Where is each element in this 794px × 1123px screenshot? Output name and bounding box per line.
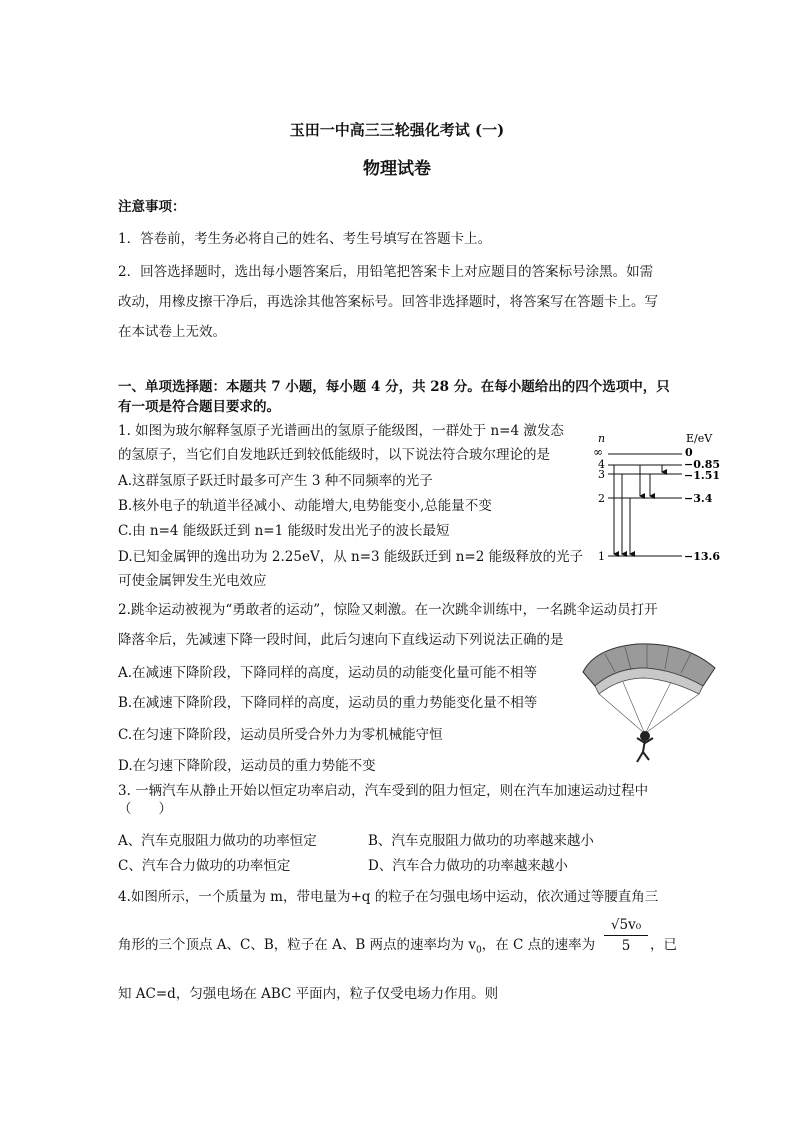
parachute-lines xyxy=(599,682,699,732)
level-n-2: 2 xyxy=(598,492,605,505)
level-e-1: −13.6 xyxy=(684,550,721,563)
skydiver xyxy=(637,732,653,762)
q4-line2-post: ，已 xyxy=(650,937,677,953)
notes-item-2-line-2: 改动，用橡皮擦干净后，再选涂其他答案标号。回答非选择题时，将答案写在答题卡上。写 xyxy=(118,294,658,310)
q1-option-d-line-1: D.已知金属钾的逸出功为 2.25eV，从 n=3 能级跃迁到 n=2 能级释放的光子 xyxy=(118,549,584,565)
page-title: 玉田一中高三三轮强化考试 (一) xyxy=(289,121,505,139)
page-subtitle: 物理试卷 xyxy=(363,159,431,179)
q1-option-b: B.核外电子的轨道半径减小、动能增大,电势能变小,总能量不变 xyxy=(118,498,492,514)
notes-item-2-line-3: 在本试卷上无效。 xyxy=(118,324,226,340)
level-e-4: −0.85 xyxy=(684,458,721,471)
level-e-inf: 0 xyxy=(685,446,693,459)
q4-speed-fraction xyxy=(604,917,648,954)
q1-option-a: A.这群氢原子跃迁时最多可产生 3 种不同频率的光子 xyxy=(118,473,433,489)
level-e-2: −3.4 xyxy=(684,492,713,505)
energy-level-diagram xyxy=(590,428,730,573)
notes-item-2-line-1: 2．回答选择题时，选出每小题答案后，用铅笔把答案卡上对应题目的答案标号涂黑。如需 xyxy=(118,264,654,280)
notes-item-1: 1．答卷前，考生务必将自己的姓名、考生号填写在答题卡上。 xyxy=(118,231,492,247)
q1-option-c: C.由 n=4 能级跃迁到 n=1 能级时发出光子的波长最短 xyxy=(118,523,450,539)
q2-option-a: A.在减速下降阶段，下降同样的高度，运动员的动能变化量可能不相等 xyxy=(118,665,538,681)
q1-option-d-line-2: 可使金属钾发生光电效应 xyxy=(118,573,267,589)
q3-stem-line-2: （ ） xyxy=(118,801,172,817)
q4-stem-line-3: 知 AC=d，匀强电场在 ABC 平面内，粒子仅受电场力作用。则 xyxy=(118,986,499,1002)
q2-stem-line-2: 降落伞后，先减速下降一段时间，此后匀速向下直线运动下列说法正确的是 xyxy=(118,632,564,648)
q2-stem-line-1: 2.跳伞运动被视为“勇敢者的运动”，惊险又刺激。在一次跳伞训练中，一名跳伞运动员打开 xyxy=(118,602,658,618)
level-e-3: −1.51 xyxy=(684,469,721,482)
notes-heading: 注意事项： xyxy=(118,199,186,215)
q3-option-d: D、汽车合力做功的功率越来越小 xyxy=(368,858,568,874)
q4-stem-line-1: 4.如图所示，一个质量为 m，带电量为+q 的粒子在匀强电场中运动，依次通过等腰直角三 xyxy=(118,889,659,905)
q2-option-d: D.在匀速下降阶段，运动员的重力势能不变 xyxy=(118,758,376,774)
parachute-illustration xyxy=(575,640,725,770)
section-heading-line-2: 有一项是符合题目要求的。 xyxy=(118,399,280,415)
q3-option-c: C、汽车合力做功的功率恒定 xyxy=(118,858,291,874)
q3-option-a: A、汽车克服阻力做功的功率恒定 xyxy=(118,833,317,849)
q4-line2-mid: ，在 C 点的速率为 xyxy=(481,937,596,953)
n-axis-label: n xyxy=(598,432,606,445)
fraction-denominator: 5 xyxy=(621,938,631,954)
q4-line2-pre: 角形的三个顶点 A、C、B，粒子在 A、B 两点的速率均为 v xyxy=(118,937,476,953)
q3-stem-line-1: 3. 一辆汽车从静止开始以恒定功率启动，汽车受到的阻力恒定，则在汽车加速运动过程中 xyxy=(118,783,649,799)
q1-stem-line-1: 1. 如图为玻尔解释氢原子光谱画出的氢原子能级图，一群处于 n=4 激发态 xyxy=(118,423,564,439)
q3-option-b: B、汽车克服阻力做功的功率越来越小 xyxy=(368,833,594,849)
section-heading-line-1: 一、单项选择题：本题共 7 小题，每小题 4 分，共 28 分。在每小题给出的四个选项中，只 xyxy=(118,379,670,395)
level-n-4: 4 xyxy=(598,458,605,471)
q4-stem-line-2 xyxy=(118,936,595,960)
q4-line2-sub: 0 xyxy=(475,945,482,956)
level-n-1: 1 xyxy=(598,550,605,563)
e-axis-label: E/eV xyxy=(686,432,713,445)
level-n-inf: ∞ xyxy=(593,445,603,459)
q2-option-b: B.在减速下降阶段，下降同样的高度，运动员的重力势能变化量不相等 xyxy=(118,695,538,711)
q1-stem-line-2: 的氢原子，当它们自发地跃迁到较低能级时，以下说法符合玻尔理论的是 xyxy=(118,447,550,463)
fraction-numerator: √5v₀ xyxy=(604,917,648,936)
q2-option-c: C.在匀速下降阶段，运动员所受合外力为零机械能守恒 xyxy=(118,727,443,743)
level-n-3: 3 xyxy=(598,468,605,481)
